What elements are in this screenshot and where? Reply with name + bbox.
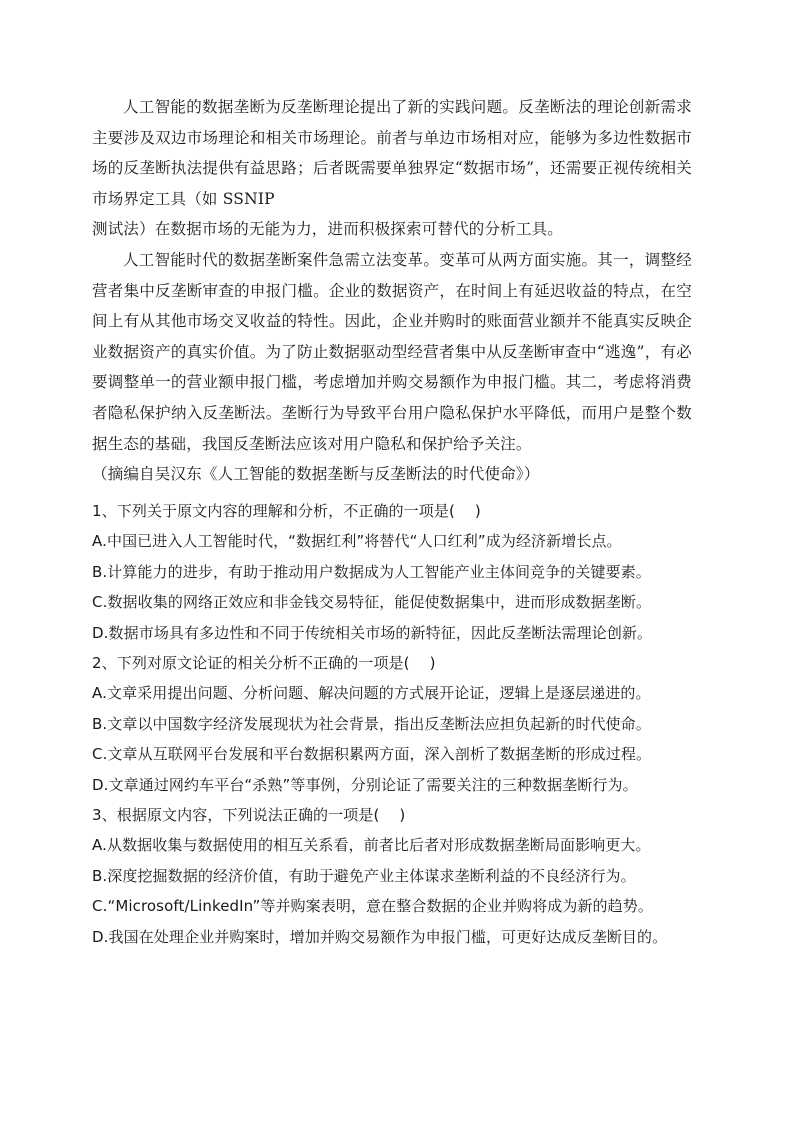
question-3-option-c: C.“Microsoft/LinkedIn”等并购案表明，意在整合数据的企业并购将成为新的趋势。 — [92, 897, 653, 916]
passage-source: （摘编自吴汉东《人工智能的数据垄断与反垄断法的时代使命》） — [92, 465, 540, 484]
question-1-option-b: B.计算能力的进步，有助于推动用户数据成为人工智能产业主体间竞争的关键要素。 — [92, 562, 651, 581]
question-2-option-c: C.文章从互联网平台发展和平台数据积累两方面，深入剖析了数据垄断的形成过程。 — [92, 745, 652, 764]
question-3-option-a: A.从数据收集与数据使用的相互关系看，前者比后者对形成数据垄断局面影响更大。 — [92, 836, 651, 855]
question-list — [92, 496, 702, 952]
question-2-stem: 2、下列对原文论证的相关分析不正确的一项是( ) — [92, 654, 436, 673]
question-2-option-b: B.文章以中国数字经济发展现状为社会背景，指出反垄断法应担负起新的时代使命。 — [92, 714, 651, 733]
question-2-option-d: D.文章通过网约车平台“杀熟”等事例，分别论证了需要关注的三种数据垄断行为。 — [92, 775, 638, 794]
question-1-option-d: D.数据市场具有多边性和不同于传统相关市场的新特征，因此反垄断法需理论创新。 — [92, 623, 653, 642]
question-1-option-a: A.中国已进入人工智能时代，“数据红利”将替代“人口红利”成为经济新增长点。 — [92, 532, 622, 551]
question-1-stem: 1、下列关于原文内容的理解和分析，不正确的一项是( ) — [92, 502, 481, 520]
question-2-option-a: A.文章采用提出问题、分析问题、解决问题的方式展开论证，逻辑上是逐层递进的。 — [92, 684, 651, 703]
passage-paragraph-1-continued: 测试法）在数据市场的无能为力，进而积极探索可替代的分析工具。 — [92, 220, 564, 239]
passage-paragraph-2: 人工智能时代的数据垄断案件急需立法变革。变革可从两方面实施。其一，调整经营者集中反垄断审查的申报门槛。企业的数据资产，在时间上有延迟收益的特点，在空间上有从其他市场交叉收益的特性。因此，企业并购时的账面营业额并不能真实反映企业数据资产的真实价值。为了防止数据驱动型经营者集中从反垄断审查中“逃逸”，有必要调整单一的营业额申报门槛，考虑增加并购交易额作为申报门槛。其二，考虑将消费者隐私保护纳入反垄断法。垄断行为导致平台用户隐私保护水平降低，而用户是整个数据生态的基础，我国反垄断法应该对用户隐私和保护给予关注。 — [92, 250, 692, 453]
passage-paragraph-1: 人工智能的数据垄断为反垄断理论提出了新的实践问题。反垄断法的理论创新需求主要涉及双边市场理论和相关市场理论。前者与单边市场相对应，能够为多边性数据市场的反垄断执法提供有益思路；后者既需要单独界定“数据市场”，还需要正视传统相关市场界定工具（如 SSNIP — [92, 98, 692, 208]
reading-passage — [92, 92, 692, 490]
question-3-option-b: B.深度挖掘数据的经济价值，有助于避免产业主体谋求垄断利益的不良经济行为。 — [92, 866, 636, 885]
question-3-option-d: D.我国在处理企业并购案时，增加并购交易额作为申报门槛，可更好达成反垄断目的。 — [92, 927, 668, 946]
question-3-stem: 3、根据原文内容，下列说法正确的一项是( ) — [92, 806, 406, 825]
question-1-option-c: C.数据收集的网络正效应和非金钱交易特征，能促使数据集中，进而形成数据垄断。 — [92, 593, 652, 612]
